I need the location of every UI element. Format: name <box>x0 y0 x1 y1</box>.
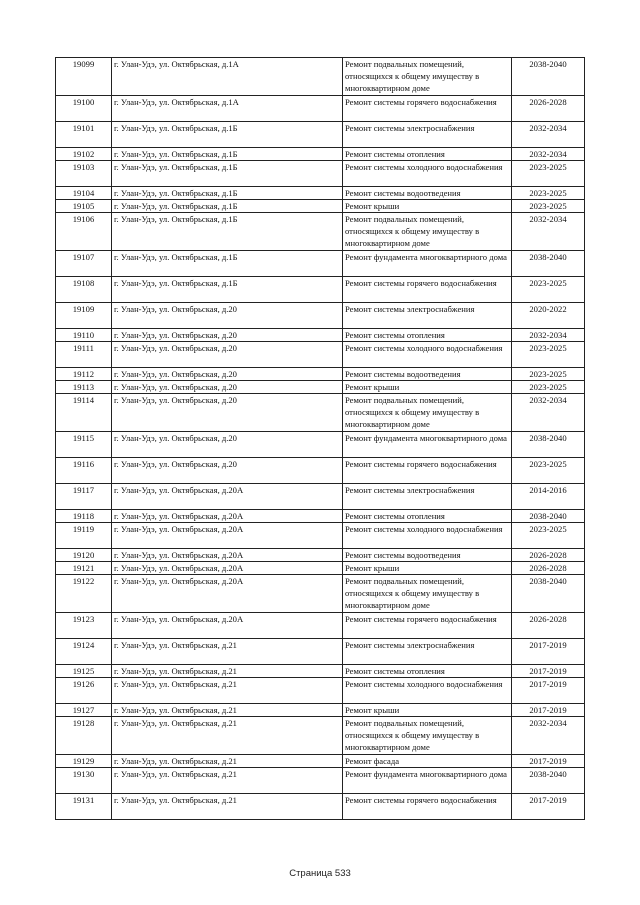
row-work-type: Ремонт системы отопления <box>343 148 512 161</box>
row-work-type: Ремонт системы отопления <box>343 329 512 342</box>
row-address: г. Улан-Удэ, ул. Октябрьская, д.21 <box>112 755 343 768</box>
row-period: 2038-2040 <box>512 432 585 458</box>
row-work-type: Ремонт системы электроснабжения <box>343 484 512 510</box>
row-number: 19104 <box>56 187 112 200</box>
row-number: 19102 <box>56 148 112 161</box>
row-work-type: Ремонт крыши <box>343 200 512 213</box>
row-period: 2032-2034 <box>512 122 585 148</box>
table-row <box>56 562 585 575</box>
table-row <box>56 523 585 549</box>
row-work-type: Ремонт системы горячего водоснабжения <box>343 613 512 639</box>
row-work-type: Ремонт системы водоотведения <box>343 187 512 200</box>
table-row <box>56 575 585 613</box>
row-address: г. Улан-Удэ, ул. Октябрьская, д.1Б <box>112 251 343 277</box>
row-work-type: Ремонт системы горячего водоснабжения <box>343 277 512 303</box>
row-address: г. Улан-Удэ, ул. Октябрьская, д.1Б <box>112 148 343 161</box>
row-period: 2026-2028 <box>512 549 585 562</box>
row-address: г. Улан-Удэ, ул. Октябрьская, д.20 <box>112 432 343 458</box>
table-row <box>56 58 585 96</box>
row-number: 19126 <box>56 678 112 704</box>
row-work-type: Ремонт системы электроснабжения <box>343 122 512 148</box>
row-work-type: Ремонт фундамента многоквартирного дома <box>343 768 512 794</box>
row-work-type: Ремонт системы электроснабжения <box>343 639 512 665</box>
row-address: г. Улан-Удэ, ул. Октябрьская, д.20А <box>112 523 343 549</box>
table-row <box>56 394 585 432</box>
row-number: 19119 <box>56 523 112 549</box>
row-address: г. Улан-Удэ, ул. Октябрьская, д.20А <box>112 562 343 575</box>
row-number: 19112 <box>56 368 112 381</box>
table-row <box>56 665 585 678</box>
table-row <box>56 432 585 458</box>
row-address: г. Улан-Удэ, ул. Октябрьская, д.21 <box>112 639 343 665</box>
row-number: 19127 <box>56 704 112 717</box>
row-period: 2038-2040 <box>512 768 585 794</box>
row-period: 2038-2040 <box>512 510 585 523</box>
row-number: 19117 <box>56 484 112 510</box>
table-row <box>56 368 585 381</box>
row-period: 2038-2040 <box>512 575 585 613</box>
row-number: 19106 <box>56 213 112 251</box>
table-row <box>56 458 585 484</box>
row-work-type: Ремонт системы холодного водоснабжения <box>343 161 512 187</box>
row-period: 2038-2040 <box>512 58 585 96</box>
row-work-type: Ремонт крыши <box>343 704 512 717</box>
row-period: 2017-2019 <box>512 639 585 665</box>
row-work-type: Ремонт подвальных помещений, относящихся к общему имуществу в многоквартирном доме <box>343 717 512 755</box>
row-period: 2023-2025 <box>512 458 585 484</box>
row-number: 19130 <box>56 768 112 794</box>
row-period: 2023-2025 <box>512 161 585 187</box>
page-number: Страница 533 <box>289 868 351 879</box>
row-number: 19111 <box>56 342 112 368</box>
row-number: 19121 <box>56 562 112 575</box>
row-period: 2026-2028 <box>512 562 585 575</box>
row-number: 19123 <box>56 613 112 639</box>
row-number: 19129 <box>56 755 112 768</box>
table-row <box>56 303 585 329</box>
row-address: г. Улан-Удэ, ул. Октябрьская, д.1Б <box>112 200 343 213</box>
table-row <box>56 329 585 342</box>
row-address: г. Улан-Удэ, ул. Октябрьская, д.20 <box>112 381 343 394</box>
row-work-type: Ремонт фундамента многоквартирного дома <box>343 432 512 458</box>
row-period: 2026-2028 <box>512 96 585 122</box>
row-number: 19109 <box>56 303 112 329</box>
row-address: г. Улан-Удэ, ул. Октябрьская, д.20 <box>112 368 343 381</box>
row-work-type: Ремонт подвальных помещений, относящихся к общему имуществу в многоквартирном доме <box>343 213 512 251</box>
row-work-type: Ремонт системы горячего водоснабжения <box>343 96 512 122</box>
table-row <box>56 755 585 768</box>
row-period: 2017-2019 <box>512 665 585 678</box>
table-row <box>56 200 585 213</box>
row-work-type: Ремонт системы холодного водоснабжения <box>343 678 512 704</box>
row-number: 19113 <box>56 381 112 394</box>
table-row <box>56 381 585 394</box>
row-number: 19125 <box>56 665 112 678</box>
row-period: 2032-2034 <box>512 148 585 161</box>
row-address: г. Улан-Удэ, ул. Октябрьская, д.20 <box>112 394 343 432</box>
row-address: г. Улан-Удэ, ул. Октябрьская, д.21 <box>112 717 343 755</box>
row-period: 2032-2034 <box>512 394 585 432</box>
row-work-type: Ремонт системы отопления <box>343 510 512 523</box>
table-row <box>56 549 585 562</box>
row-work-type: Ремонт фасада <box>343 755 512 768</box>
table-row <box>56 342 585 368</box>
row-work-type: Ремонт системы отопления <box>343 665 512 678</box>
row-address: г. Улан-Удэ, ул. Октябрьская, д.20 <box>112 458 343 484</box>
table-row <box>56 277 585 303</box>
row-number: 19105 <box>56 200 112 213</box>
row-number: 19114 <box>56 394 112 432</box>
row-address: г. Улан-Удэ, ул. Октябрьская, д.1Б <box>112 187 343 200</box>
row-work-type: Ремонт подвальных помещений, относящихся к общему имуществу в многоквартирном доме <box>343 394 512 432</box>
table-row <box>56 613 585 639</box>
row-work-type: Ремонт системы электроснабжения <box>343 303 512 329</box>
row-period: 2032-2034 <box>512 329 585 342</box>
row-work-type: Ремонт системы водоотведения <box>343 368 512 381</box>
table-body <box>56 58 585 820</box>
row-work-type: Ремонт крыши <box>343 562 512 575</box>
row-number: 19128 <box>56 717 112 755</box>
table-row <box>56 148 585 161</box>
row-number: 19110 <box>56 329 112 342</box>
row-address: г. Улан-Удэ, ул. Октябрьская, д.1Б <box>112 213 343 251</box>
row-period: 2038-2040 <box>512 251 585 277</box>
row-period: 2023-2025 <box>512 187 585 200</box>
row-address: г. Улан-Удэ, ул. Октябрьская, д.21 <box>112 794 343 820</box>
row-work-type: Ремонт подвальных помещений, относящихся к общему имуществу в многоквартирном доме <box>343 575 512 613</box>
row-period: 2023-2025 <box>512 368 585 381</box>
row-period: 2023-2025 <box>512 200 585 213</box>
row-address: г. Улан-Удэ, ул. Октябрьская, д.21 <box>112 704 343 717</box>
row-period: 2023-2025 <box>512 342 585 368</box>
row-address: г. Улан-Удэ, ул. Октябрьская, д.20 <box>112 342 343 368</box>
row-period: 2017-2019 <box>512 678 585 704</box>
row-number: 19120 <box>56 549 112 562</box>
row-work-type: Ремонт подвальных помещений, относящихся к общему имуществу в многоквартирном доме <box>343 58 512 96</box>
row-address: г. Улан-Удэ, ул. Октябрьская, д.21 <box>112 665 343 678</box>
table-row <box>56 510 585 523</box>
row-period: 2023-2025 <box>512 381 585 394</box>
table-row <box>56 161 585 187</box>
row-work-type: Ремонт системы горячего водоснабжения <box>343 794 512 820</box>
row-number: 19101 <box>56 122 112 148</box>
row-period: 2032-2034 <box>512 717 585 755</box>
row-period: 2023-2025 <box>512 277 585 303</box>
row-address: г. Улан-Удэ, ул. Октябрьская, д.1Б <box>112 122 343 148</box>
row-address: г. Улан-Удэ, ул. Октябрьская, д.20 <box>112 303 343 329</box>
table-row <box>56 768 585 794</box>
row-period: 2023-2025 <box>512 523 585 549</box>
row-work-type: Ремонт системы холодного водоснабжения <box>343 342 512 368</box>
row-period: 2032-2034 <box>512 213 585 251</box>
table-row <box>56 794 585 820</box>
row-address: г. Улан-Удэ, ул. Октябрьская, д.1А <box>112 58 343 96</box>
table-row <box>56 213 585 251</box>
row-period: 2014-2016 <box>512 484 585 510</box>
row-address: г. Улан-Удэ, ул. Октябрьская, д.20А <box>112 484 343 510</box>
table-row <box>56 678 585 704</box>
row-number: 19122 <box>56 575 112 613</box>
row-work-type: Ремонт фундамента многоквартирного дома <box>343 251 512 277</box>
row-period: 2017-2019 <box>512 794 585 820</box>
table-row <box>56 639 585 665</box>
table-row <box>56 251 585 277</box>
row-number: 19107 <box>56 251 112 277</box>
row-address: г. Улан-Удэ, ул. Октябрьская, д.21 <box>112 768 343 794</box>
row-number: 19103 <box>56 161 112 187</box>
row-number: 19118 <box>56 510 112 523</box>
row-number: 19099 <box>56 58 112 96</box>
row-number: 19115 <box>56 432 112 458</box>
row-period: 2017-2019 <box>512 755 585 768</box>
repair-schedule-table <box>55 57 585 820</box>
row-period: 2017-2019 <box>512 704 585 717</box>
table-row <box>56 717 585 755</box>
row-work-type: Ремонт системы холодного водоснабжения <box>343 523 512 549</box>
row-address: г. Улан-Удэ, ул. Октябрьская, д.1Б <box>112 277 343 303</box>
row-address: г. Улан-Удэ, ул. Октябрьская, д.20А <box>112 510 343 523</box>
row-number: 19116 <box>56 458 112 484</box>
table-row <box>56 122 585 148</box>
row-period: 2026-2028 <box>512 613 585 639</box>
row-number: 19131 <box>56 794 112 820</box>
row-address: г. Улан-Удэ, ул. Октябрьская, д.20А <box>112 613 343 639</box>
table-row <box>56 704 585 717</box>
row-work-type: Ремонт крыши <box>343 381 512 394</box>
row-work-type: Ремонт системы водоотведения <box>343 549 512 562</box>
row-address: г. Улан-Удэ, ул. Октябрьская, д.1Б <box>112 161 343 187</box>
row-address: г. Улан-Удэ, ул. Октябрьская, д.21 <box>112 678 343 704</box>
row-number: 19108 <box>56 277 112 303</box>
row-number: 19100 <box>56 96 112 122</box>
row-period: 2020-2022 <box>512 303 585 329</box>
row-address: г. Улан-Удэ, ул. Октябрьская, д.20 <box>112 329 343 342</box>
row-work-type: Ремонт системы горячего водоснабжения <box>343 458 512 484</box>
row-address: г. Улан-Удэ, ул. Октябрьская, д.20А <box>112 575 343 613</box>
table-row <box>56 187 585 200</box>
table-row <box>56 484 585 510</box>
row-number: 19124 <box>56 639 112 665</box>
row-address: г. Улан-Удэ, ул. Октябрьская, д.1А <box>112 96 343 122</box>
table-row <box>56 96 585 122</box>
row-address: г. Улан-Удэ, ул. Октябрьская, д.20А <box>112 549 343 562</box>
